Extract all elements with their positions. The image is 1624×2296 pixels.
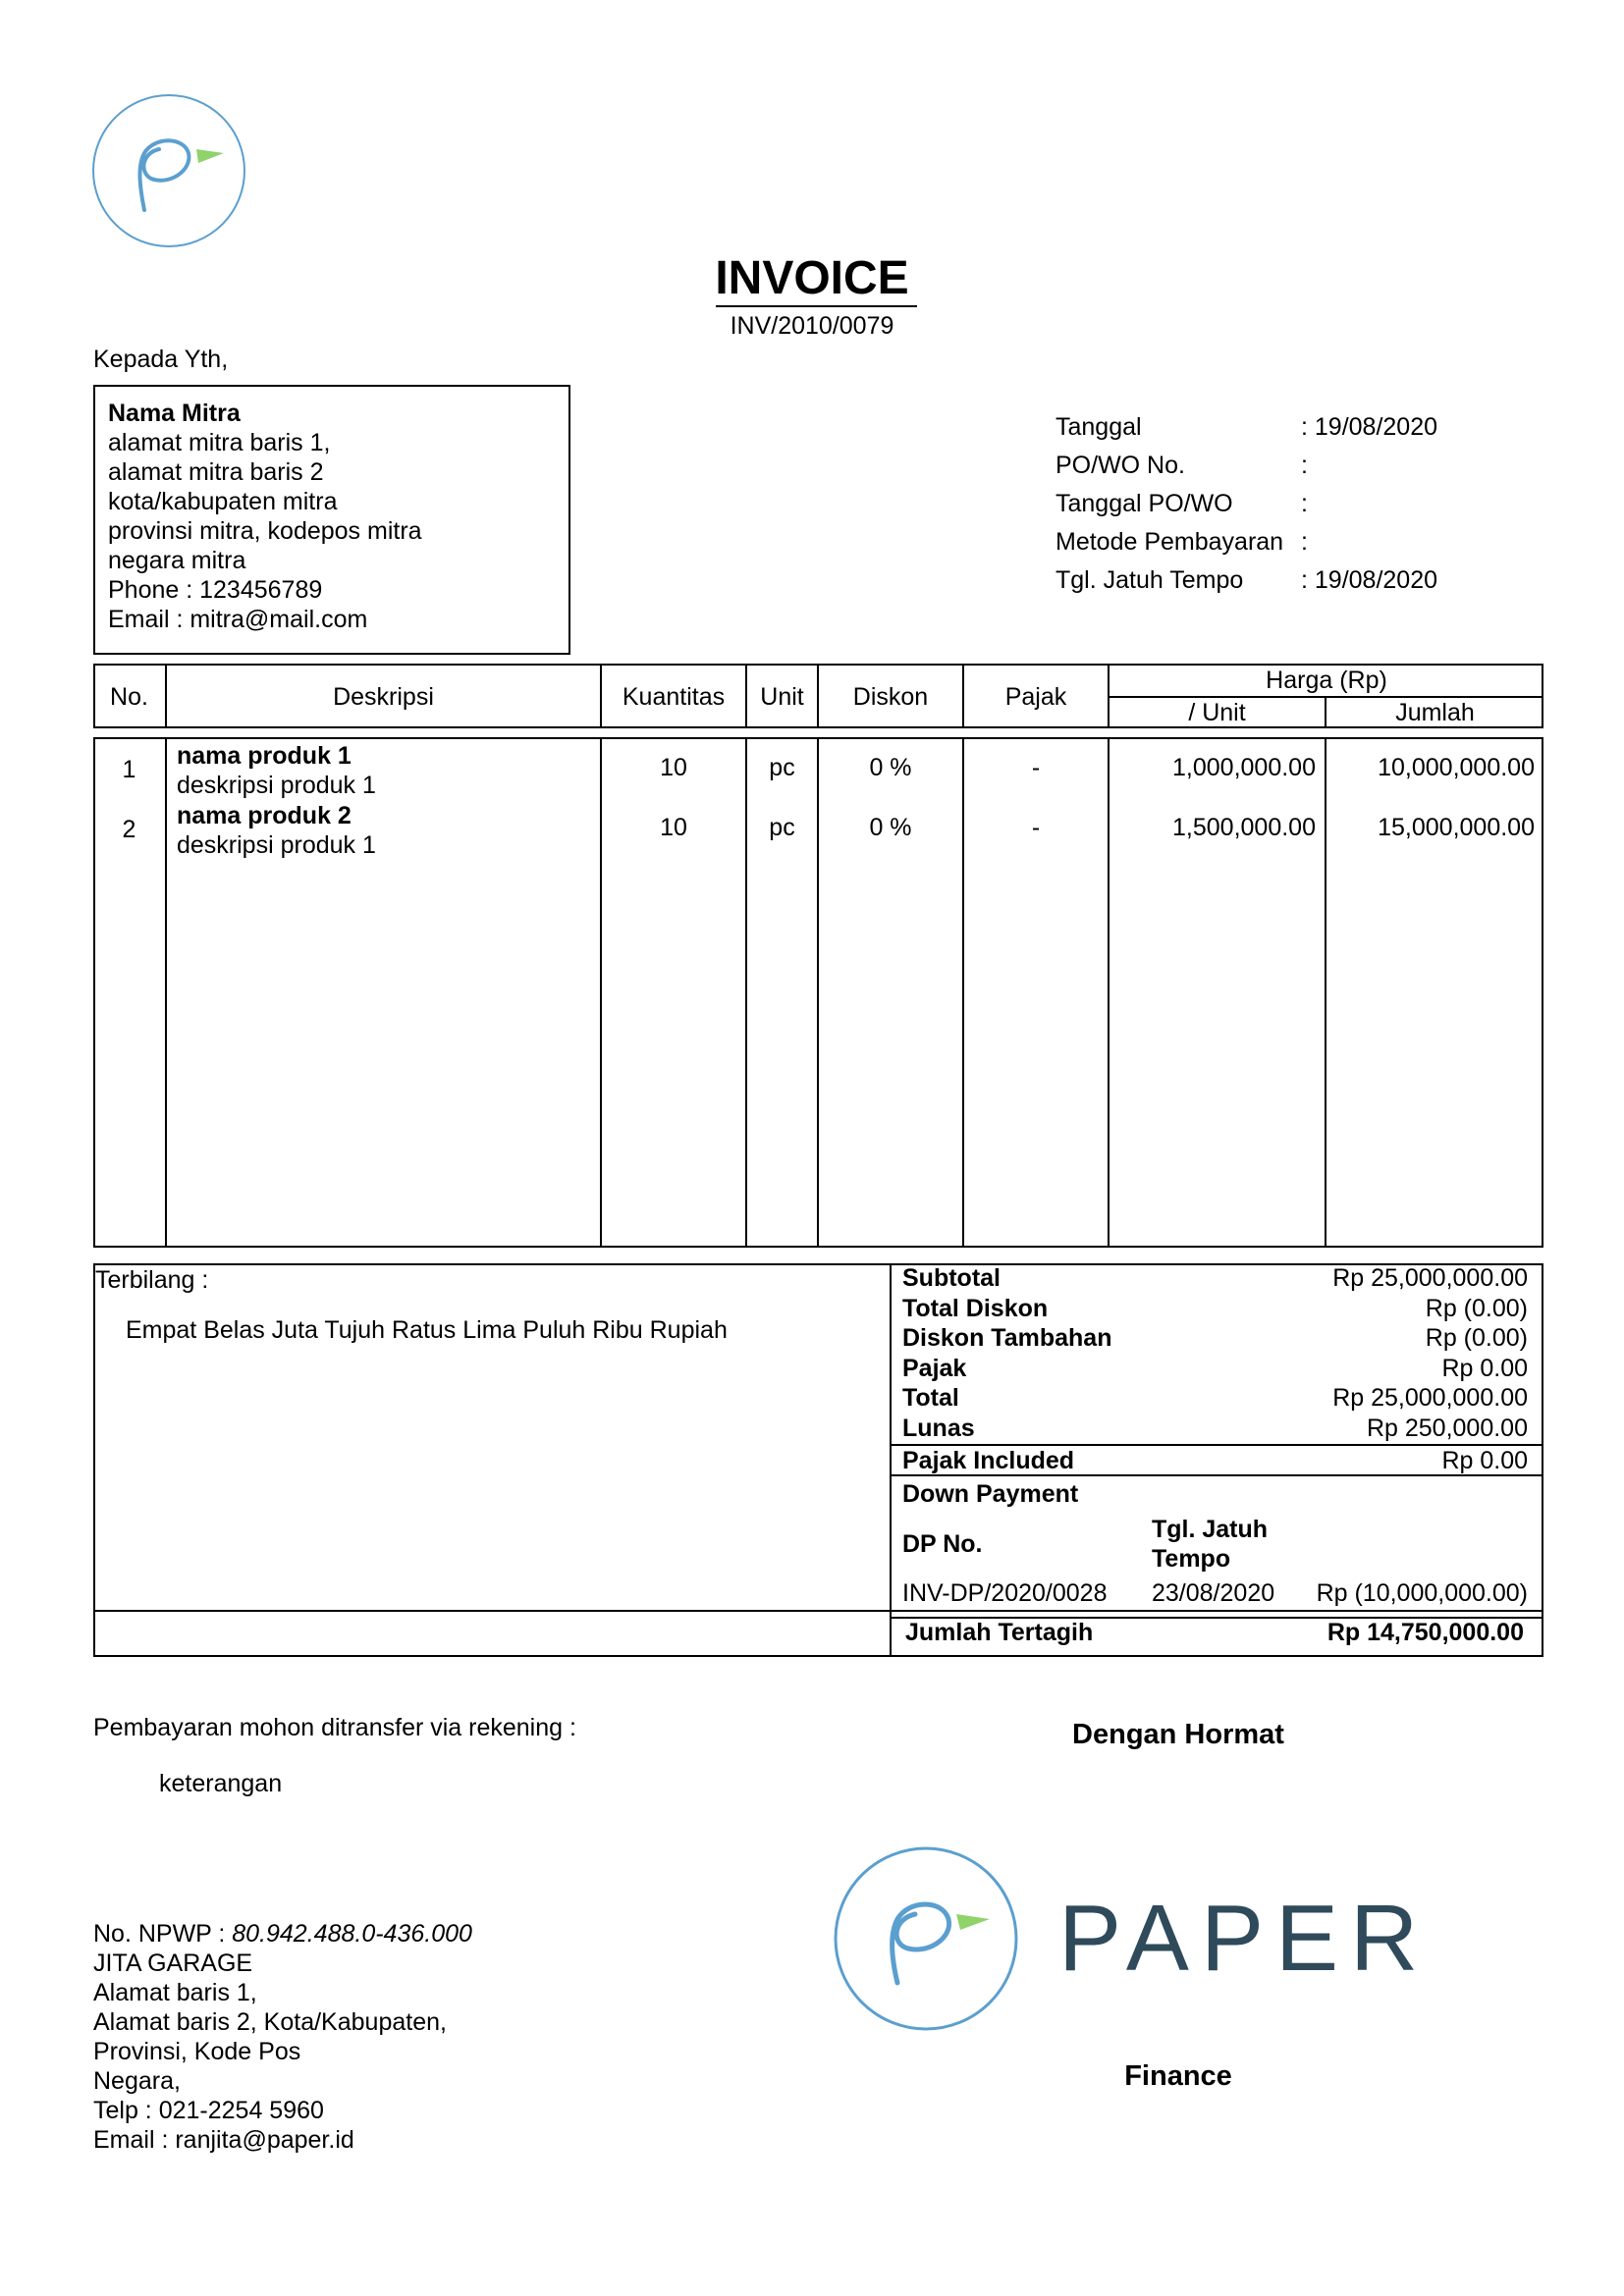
row-unit: pc xyxy=(769,814,795,841)
product-description: deskripsi produk 1 xyxy=(177,831,376,859)
recipient-line: provinsi mitra, kodepos mitra xyxy=(108,517,422,545)
amount-due-value: Rp 14,750,000.00 xyxy=(1326,1619,1524,1646)
company-line: Provinsi, Kode Pos xyxy=(93,2038,301,2065)
summary-value: Rp 25,000,000.00 xyxy=(1332,1264,1528,1292)
down-payment-title: Down Payment xyxy=(902,1480,1079,1508)
header-no: No. xyxy=(110,683,148,711)
company-phone: Telp : 021-2254 5960 xyxy=(93,2097,324,2124)
header-unit: Unit xyxy=(760,683,804,711)
amount-due-label: Jumlah Tertagih xyxy=(905,1619,1094,1646)
summary-hline xyxy=(93,1610,1543,1612)
row-no: 1 xyxy=(122,756,136,783)
title-underline xyxy=(716,305,917,307)
row-tax: - xyxy=(1031,814,1041,841)
meta-row xyxy=(1056,412,1437,451)
dp-amount: Rp (10,000,000.00) xyxy=(1316,1579,1528,1607)
summary-row xyxy=(902,1383,1528,1414)
summary-label: Total Diskon xyxy=(902,1294,1049,1322)
meta-row xyxy=(1056,451,1437,489)
summary-label: Diskon Tambahan xyxy=(902,1324,1112,1353)
pajak-included-row xyxy=(902,1446,1528,1475)
payment-note: keterangan xyxy=(159,1770,283,1797)
company-logo xyxy=(90,92,247,249)
invoice-number: INV/2010/0079 xyxy=(730,312,894,340)
company-line: Alamat baris 2, Kota/Kabupaten, xyxy=(93,2008,447,2036)
row-total: 10,000,000.00 xyxy=(1378,754,1535,781)
npwp-label: No. NPWP : xyxy=(93,1920,233,1948)
summary-row xyxy=(902,1263,1528,1294)
product-description: deskripsi produk 1 xyxy=(177,772,376,799)
meta-value: : xyxy=(1301,452,1308,479)
row-discount: 0 % xyxy=(869,754,912,781)
summary-value: Rp (0.00) xyxy=(1425,1324,1528,1353)
brand-name: PAPER xyxy=(1058,1886,1431,1991)
header-price-group: Harga (Rp) xyxy=(1266,667,1387,694)
recipient-line: alamat mitra baris 2 xyxy=(108,458,324,486)
recipient-phone: Phone : 123456789 xyxy=(108,576,323,604)
row-total: 15,000,000.00 xyxy=(1378,814,1535,841)
row-quantity: 10 xyxy=(660,754,687,781)
summary-label: Subtotal xyxy=(902,1264,1001,1292)
meta-label: Tgl. Jatuh Tempo xyxy=(1056,566,1244,594)
header-tax: Pajak xyxy=(1004,683,1067,711)
row-tax: - xyxy=(1031,754,1041,781)
dp-due-date: 23/08/2020 xyxy=(1152,1579,1275,1607)
meta-value: : 19/08/2020 xyxy=(1301,413,1438,441)
row-unit: pc xyxy=(769,754,795,781)
signature-logo xyxy=(833,1845,1019,2032)
terbilang-text: Empat Belas Juta Tujuh Ratus Lima Puluh Ribu Rupiah xyxy=(126,1316,728,1344)
recipient-line: negara mitra xyxy=(108,547,246,574)
table-row xyxy=(93,801,1543,862)
row-description xyxy=(177,741,376,800)
signature-role: Finance xyxy=(1124,2060,1232,2092)
meta-row xyxy=(1056,527,1437,565)
pajak-included-value: Rp 0.00 xyxy=(1441,1447,1528,1474)
recipient-name: Nama Mitra xyxy=(108,400,241,427)
salutation: Kepada Yth, xyxy=(93,346,229,373)
company-line: Negara, xyxy=(93,2067,181,2095)
meta-row xyxy=(1056,489,1437,527)
meta-value: : xyxy=(1301,490,1308,517)
dp-due-label-line1: Tgl. Jatuh xyxy=(1152,1516,1269,1543)
summary-value: Rp (0.00) xyxy=(1425,1294,1528,1322)
summary-label: Lunas xyxy=(902,1414,975,1442)
meta-label: PO/WO No. xyxy=(1056,452,1185,479)
company-email: Email : ranjita@paper.id xyxy=(93,2126,354,2154)
summary-row xyxy=(902,1354,1528,1384)
row-discount: 0 % xyxy=(869,814,912,841)
dp-no-label: DP No. xyxy=(902,1530,983,1558)
summary-label: Total xyxy=(902,1384,959,1413)
meta-value: : xyxy=(1301,528,1308,556)
summary-value: Rp 25,000,000.00 xyxy=(1332,1384,1528,1413)
terbilang-label: Terbilang : xyxy=(95,1266,209,1294)
summary-row xyxy=(902,1323,1528,1354)
meta-label: Metode Pembayaran xyxy=(1056,528,1284,556)
product-name: nama produk 2 xyxy=(177,802,352,829)
meta-row xyxy=(1056,565,1437,604)
header-quantity: Kuantitas xyxy=(622,683,726,711)
invoice-title: INVOICE xyxy=(715,252,909,304)
npwp-number: 80.942.488.0-436.000 xyxy=(232,1920,472,1948)
payment-instruction: Pembayaran mohon ditransfer via rekening : xyxy=(93,1714,576,1741)
recipient-email: Email : mitra@mail.com xyxy=(108,606,368,633)
amount-due-row xyxy=(905,1618,1524,1647)
row-per-unit: 1,500,000.00 xyxy=(1172,814,1316,841)
row-quantity: 10 xyxy=(660,814,687,841)
summary-row xyxy=(902,1414,1528,1444)
meta-label: Tanggal xyxy=(1056,413,1142,441)
recipient-line: alamat mitra baris 1, xyxy=(108,429,331,456)
meta-label: Tanggal PO/WO xyxy=(1056,490,1233,517)
meta-value: : 19/08/2020 xyxy=(1301,566,1438,594)
summary-totals xyxy=(902,1263,1528,1444)
table-row xyxy=(93,741,1543,802)
recipient-details xyxy=(108,399,422,634)
npwp-line xyxy=(93,1919,472,1949)
row-no: 2 xyxy=(122,816,136,843)
dp-due-label-line2: Tempo xyxy=(1152,1545,1231,1573)
summary-value: Rp 250,000.00 xyxy=(1366,1414,1528,1442)
dp-number: INV-DP/2020/0028 xyxy=(902,1579,1108,1607)
pajak-included-label: Pajak Included xyxy=(902,1447,1075,1474)
invoice-meta xyxy=(1056,412,1437,604)
company-info xyxy=(93,1919,472,2155)
summary-row xyxy=(902,1294,1528,1324)
summary-divider xyxy=(890,1263,892,1657)
signature-greeting: Dengan Hormat xyxy=(1072,1719,1284,1750)
header-discount: Diskon xyxy=(852,683,929,711)
header-per-unit: / Unit xyxy=(1188,699,1246,726)
header-total: Jumlah xyxy=(1395,699,1475,726)
summary-label: Pajak xyxy=(902,1354,967,1382)
summary-value: Rp 0.00 xyxy=(1441,1354,1528,1382)
recipient-line: kota/kabupaten mitra xyxy=(108,488,338,515)
row-per-unit: 1,000,000.00 xyxy=(1172,754,1316,781)
header-description: Deskripsi xyxy=(333,683,434,711)
company-name: JITA GARAGE xyxy=(93,1949,253,1977)
row-description xyxy=(177,801,376,860)
company-line: Alamat baris 1, xyxy=(93,1979,257,2006)
product-name: nama produk 1 xyxy=(177,742,352,770)
